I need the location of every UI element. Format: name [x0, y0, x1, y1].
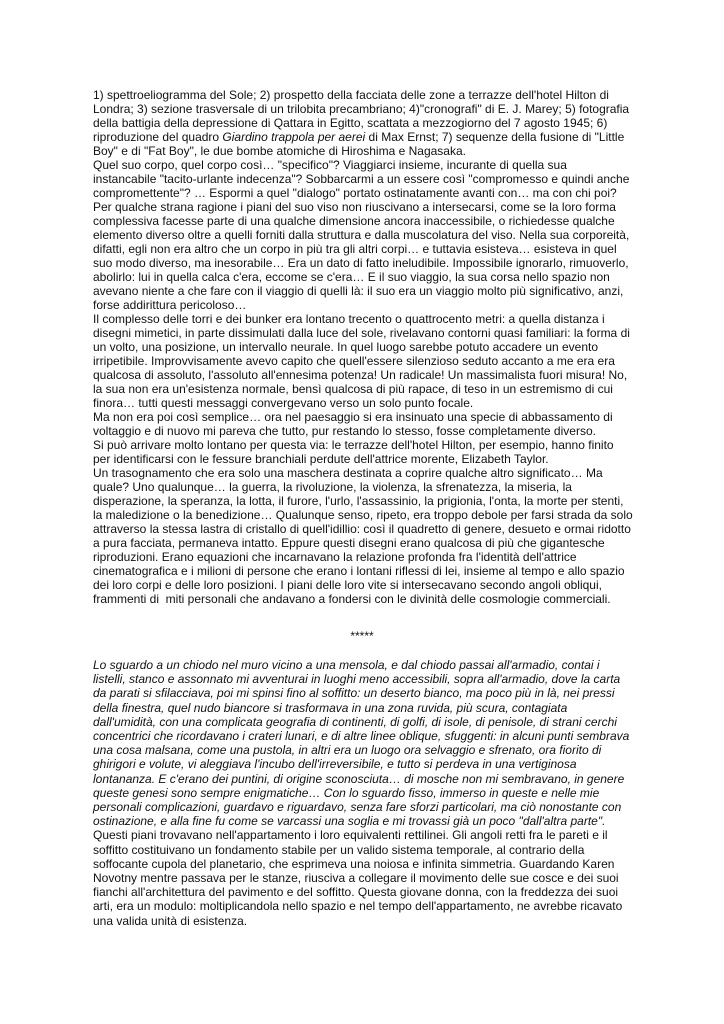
paragraph	[93, 158, 693, 312]
text-line: abolirlo: lui in quella calca c'era, eccome se c'era… E il suo viaggio, la sua corsa nello spazio non	[93, 270, 610, 284]
text-line: un volto, una posizione, un intervallo neurale. In quel luogo sarebbe potuto accadere un evento	[93, 340, 599, 354]
text-line: 1) spettroeliogramma del Sole; 2) prospetto della facciata delle zone a terrazze dell'hotel Hilton di	[93, 88, 609, 102]
text-line: per identificarsi con le fessure branchiali perdute dell'attrice morente, Elizabeth Taylor.	[93, 452, 549, 466]
text-line: della finestra, quel nudo biancore si trasformava in una zona ruvida, più scura, contagiata	[93, 700, 568, 715]
paragraph	[93, 466, 693, 606]
text-line: finora… tutti questi messaggi convergevano verso un solo punto focale.	[93, 396, 474, 410]
text-line: dall'umidità, con una complicata geografia di continenti, di golfi, di isole, di penisole, di strani cerchi	[93, 714, 617, 729]
paragraph-image-list	[93, 88, 693, 158]
text-line: suo modo diverso, ma inesorabile… Era un dato di fatto ineludibile. Impossibile ignorarlo, rimuoverlo,	[93, 256, 629, 270]
text-line: frammenti di miti personali che andavano a fondersi con le divinità delle cosmologie commerciali.	[93, 592, 611, 606]
text-line: a pura facciata, permaneva intatto. Eppure questi disegni erano qualcosa di più che gigantesche	[93, 536, 605, 550]
text-line: personali complicazioni, guardavo e riguardavo, senza fare sforzi particolari, ma ciò nonostante con	[93, 800, 622, 815]
text-line: Ma non era poi così semplice… ora nel paesaggio si era insinuato una specie di abbassamento di	[93, 410, 613, 424]
text-line: difatti, egli non era altro che un corpo in più tra gli altri corpi… e tuttavia esisteva… esisteva in quel	[93, 242, 617, 256]
text-line: Il complesso delle torri e dei bunker era lontano trecento o quattrocento metri: a quella distanza i	[93, 312, 605, 326]
text-line: una valida unità di esistenza.	[93, 913, 248, 928]
text-line: Questi piani trovavano nell'appartamento i loro equivalenti rettilinei. Gli angoli retti fra le pareti e il	[93, 828, 608, 843]
italic-passage	[93, 658, 693, 828]
text-line: attraverso la stessa lastra di cristallo di quell'idillio: così il quadretto di genere, desueto e ormai ridotto	[93, 522, 631, 536]
paragraph	[93, 438, 693, 466]
text-line: Londra; 3) sezione trasversale di un trilobita precambriano; 4)"cronografi" di E. J. Marey; 5) fotografia	[93, 102, 630, 116]
text-line: listelli, stanco e assonnato mi avventurai in luoghi meno accessibili, sopra all'armadio, dove la carta	[93, 672, 621, 687]
text-line: fianchi all'architettura del pavimento e del soffitto. Questa giovane donna, con la freddezza dei suoi	[93, 885, 619, 900]
text-line: Quel suo corpo, quel corpo così… "specifico"? Viaggiarci insieme, incurante di quella sua	[93, 158, 567, 172]
text-line: disegni mimetici, in parte dissimulati dalla luce del sole, rivelavano contorni quasi familiari: la forma di	[93, 326, 630, 340]
text-line: qualcosa di assoluto, l'assoluto all'ennesima potenza! Un radicale! Un massimalista fuori misura! No,	[93, 368, 628, 382]
main-text	[93, 88, 693, 606]
text-segment: di Max Ernst; 7) sequenze della fusione di "Little	[365, 130, 625, 144]
text-line: soffocante cupola del planetario, che esprimeva una noiosa e infinita simmetria. Guardando Karen	[93, 856, 615, 871]
text-line: ghirigori e volute, vi aleggiava l'incubo dell'irreversibile, e tutto si perdeva in una vertiginosa	[93, 757, 577, 772]
text-line: dei loro corpi e delle loro posizioni. I piani delle loro vite si intersecavano secondo angoli obliqui,	[93, 578, 602, 592]
painting-title: Giardino trappola per aerei	[222, 130, 366, 144]
text-line: da parati si sfilacciava, poi mi spinsi fino al soffitto: un deserto bianco, ma poco più in là, nei pressi	[93, 686, 615, 701]
section-separator: *****	[350, 629, 374, 643]
text-line: lontananza. E c'erano dei puntini, di origine sconosciuta… di mosche non mi sembravano, in genere	[93, 771, 625, 786]
lower-text	[93, 658, 693, 928]
text-line: soffitto costituivano un fondamento stabile per un valido sistema temporale, al contrario della	[93, 842, 585, 857]
text-line: della battigia della depressione di Qattara in Egitto, scattata a mezzogiorno del 7 agosto 1945; 6)	[93, 116, 608, 130]
paragraph	[93, 312, 693, 410]
text-line	[93, 130, 693, 144]
text-line: instancabile "tacito-urlante indecenza"? Sobbarcarmi a un essere così "compromesso e quindi anche	[93, 172, 630, 186]
paragraph	[93, 410, 693, 438]
text-line: Boy" e di "Fat Boy", le due bombe atomiche di Hiroshima e Nagasaka.	[93, 144, 466, 158]
text-line: compromettente"? … Espormi a quel "dialogo" portato ostinatamente avanti con… ma con chi poi?	[93, 186, 617, 200]
text-line: quale? Uno qualunque… la guerra, la rivoluzione, la violenza, la sfrenatezza, la miseria, la	[93, 480, 572, 494]
text-line: Novotny mentre passava per le stanze, riusciva a collegare il movimento delle sue cosce e dei suoi	[93, 871, 619, 886]
text-line: voltaggio e di nuovo mi pareva che tutto, pur restando lo stesso, fosse completamente diverso.	[93, 424, 596, 438]
text-line: la maledizione o la benedizione… Qualunque senso, ripeto, era troppo debole per farsi strada da solo	[93, 508, 633, 522]
text-line: Per qualche strana ragione i piani del suo viso non riuscivano a intersecarsi, come se la loro forma	[93, 200, 616, 214]
text-line: Un trasognamento che era solo una maschera destinata a coprire qualche altro significato… Ma	[93, 466, 603, 480]
closing-paragraph	[93, 828, 693, 927]
text-line: elemento diverso oltre a quelli forniti dalla struttura e dalla muscolatura del viso. Nella sua corporeità,	[93, 228, 630, 242]
text-line: ostinazione, e alla fine fu come se varcassi una soglia e mi trovassi già un poco "dall'altra parte".	[93, 814, 606, 829]
text-line: riproduzioni. Erano equazioni che incarnavano la relazione profonda fra l'identità dell'attrice	[93, 550, 577, 564]
text-segment: riproduzione del quadro	[93, 130, 223, 144]
text-line: complessiva facesse parte di una qualche dimensione ancora inaccessibile, o richiedesse qualche	[93, 214, 615, 228]
text-line: una cosa malsana, come una pustola, in altri era un luogo ora selvaggio e sfrenato, ora fiorito di	[93, 743, 602, 758]
text-line: avevano niente a che fare con il viaggio di quelli là: il suo era un viaggio molto più significativo, anzi,	[93, 284, 624, 298]
text-line: cinematografica e i milioni di persone che erano i lontani riflessi di lei, insieme al tempo e allo spazio	[93, 564, 625, 578]
text-line: irripetibile. Improvvisamente avevo capito che quell'essere silenzioso seduto accanto a me era era	[93, 354, 615, 368]
text-line: arti, era un modulo: moltiplicandola nello spazio e nel tempo dell'appartamento, ne avrebbe ricavato	[93, 899, 623, 914]
text-line: Si può arrivare molto lontano per questa via: le terrazze dell'hotel Hilton, per esempio, hanno finito	[93, 438, 614, 452]
text-line: la sua non era un'esistenza normale, bensì qualcosa di più rapace, di teso in un estremismo di cui	[93, 382, 613, 396]
text-line: concentrici che ricordavano i crateri lunari, e di altre linee oblique, sfuggenti: in alcuni punti sembrava	[93, 729, 630, 744]
text-line: disperazione, la speranza, la lotta, il furore, l'urlo, l'assassinio, la prigionia, l'onta, la morte per stenti,	[93, 494, 624, 508]
text-line: forse addirittura pericoloso…	[93, 298, 247, 312]
text-line: queste genesi sono sempre enigmatiche… Con lo sguardo fisso, immerso in queste e nelle mie	[93, 785, 600, 800]
text-line: Lo sguardo a un chiodo nel muro vicino a una mensola, e dal chiodo passai all'armadio, contai i	[93, 658, 600, 672]
